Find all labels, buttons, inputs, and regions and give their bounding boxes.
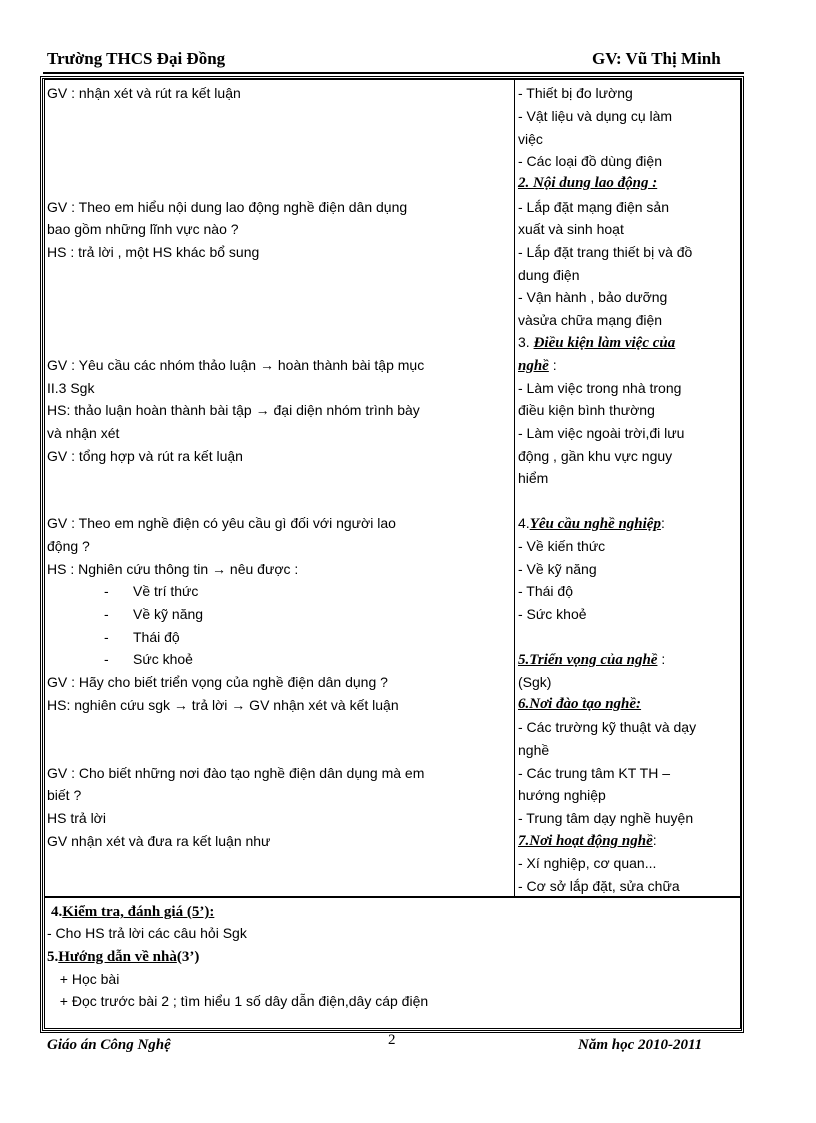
content-line: điều kiện bình thường [518,402,655,418]
activity-line: HS : trả lời , một HS khác bổ sung [47,244,260,260]
bullet-dash: - [104,629,109,645]
section-heading [518,648,738,672]
bullet-item: Thái độ [133,629,180,645]
content-line: - Xí nghiệp, cơ quan... [518,855,657,871]
content-line: việc [518,131,543,147]
content-line: - Thiết bị đo lường [518,85,633,101]
heading-colon: : [657,651,666,667]
heading-text: 7.Nơi hoạt động nghề [518,833,653,849]
content-line: động , gần khu vực nguy [518,448,673,464]
activity-line: GV : tổng hợp và rút ra kết luận [47,448,243,464]
content-line: - Về kiến thức [518,538,606,554]
activity-line: HS : Nghiên cứu thông tin → nêu được : [47,561,299,577]
activity-line: II.3 Sgk [47,380,95,396]
section-heading [47,945,199,969]
content-line: vàsửa chữa mạng điện [518,312,663,328]
page-number: 2 [388,1032,396,1048]
activity-line: GV : nhận xét và rút ra kết luận [47,85,241,101]
footer-year: Năm học 2010-2011 [578,1037,703,1053]
content-line: - Các loại đồ dùng điện [518,153,662,169]
content-line: hướng nghiệp [518,787,606,803]
content-line: - Cơ sở lắp đặt, sửa chữa [518,878,680,894]
content-line: (Sgk) [518,674,552,690]
content-line: - Thái độ [518,583,573,599]
teacher-name: GV: Vũ Thị Minh [592,49,721,68]
heading-colon: : [652,832,657,848]
content-line: - Về kỹ năng [518,561,597,577]
content-line: + Học bài [52,971,120,987]
activity-line: và nhận xét [47,425,120,441]
section-heading [51,900,214,924]
content-line: - Làm việc ngoài trời,đi lưu [518,425,685,441]
school-name: Trường THCS Đại Đồng [47,49,226,68]
heading-colon: : [660,515,665,531]
heading-text: Điều kiện làm việc của [533,335,676,351]
content-line: + Đọc trước bài 2 ; tìm hiểu 1 số dây dẫn điện,dây cáp điện [52,993,429,1009]
bullet-item: Về kỹ năng [133,606,204,622]
content-line: nghề [518,742,550,758]
activity-line: GV : Yêu cầu các nhóm thảo luận → hoàn thành bài tập mục [47,357,425,373]
heading-number: 3. [518,334,534,350]
activity-line: GV nhận xét và đưa ra kết luận như [47,833,271,849]
heading-text: Hướng dẫn về nhà [58,949,177,965]
heading-number: 4. [518,515,530,531]
activity-line: HS trả lời [47,810,106,826]
heading-text: Yêu cầu nghề nghiệp [529,516,661,532]
section-heading [518,354,738,378]
heading-number: 4. [51,904,63,920]
content-line: dung điện [518,267,580,283]
heading-colon: : [548,357,557,373]
content-line: - Cho HS trả lời các câu hỏi Sgk [47,925,247,941]
content-line: - Trung tâm dạy nghề huyện [518,810,694,826]
content-line: hiểm [518,470,549,486]
footer-subject: Giáo án Công Nghệ [47,1037,171,1053]
content-line: xuất và sinh hoạt [518,221,624,237]
content-line: - Vật liệu và dụng cụ làm [518,108,673,124]
bullet-dash: - [104,583,109,599]
section-heading: 2. Nội dung lao động : [518,175,658,191]
heading-time: (3’) [176,949,200,965]
activity-line: GV : Hãy cho biết triển vọng của nghề điện dân dụng ? [47,674,388,690]
bullet-item: Sức khoẻ [133,651,193,667]
activity-line: GV : Theo em nghề điện có yêu cầu gì đối với người lao [47,515,396,531]
bullet-dash: - [104,651,109,667]
activity-line: động ? [47,538,90,554]
section-heading [518,829,738,853]
content-line: - Lắp đặt mạng điện sản [518,199,669,215]
activity-line: GV : Theo em hiểu nội dung lao động nghề điện dân dụng [47,199,408,215]
content-line: - Làm việc trong nhà trong [518,380,682,396]
header-rule [43,72,744,74]
content-line: - Vận hành , bảo dưỡng [518,289,668,305]
section-heading: 6.Nơi đào tạo nghề: [518,696,642,712]
section-heading [518,512,738,536]
section-heading [518,331,738,355]
column-divider [514,79,515,897]
content-line: - Các trường kỹ thuật và dạy [518,719,697,735]
heading-text: Kiểm tra, đánh giá (5’): [62,904,215,920]
heading-text: nghề [518,358,549,374]
activity-line: bao gồm những lĩnh vực nào ? [47,221,239,237]
activity-line: GV : Cho biết những nơi đào tạo nghề điện dân dụng mà em [47,765,425,781]
heading-text: 5.Triển vọng của nghề [518,652,658,668]
bullet-item: Về trí thức [133,583,199,599]
activity-line: HS: nghiên cứu sgk → trả lời → GV nhận xét và kết luận [47,697,399,713]
content-line: - Các trung tâm KT TH – [518,765,670,781]
content-line: - Sức khoẻ [518,606,587,622]
activity-line: biết ? [47,787,82,803]
heading-number: 5. [47,949,59,965]
bullet-dash: - [104,606,109,622]
content-line: - Lắp đặt trang thiết bị và đồ [518,244,693,260]
activity-line: HS: thảo luận hoàn thành bài tập → đại diện nhóm trình bày [47,402,420,418]
